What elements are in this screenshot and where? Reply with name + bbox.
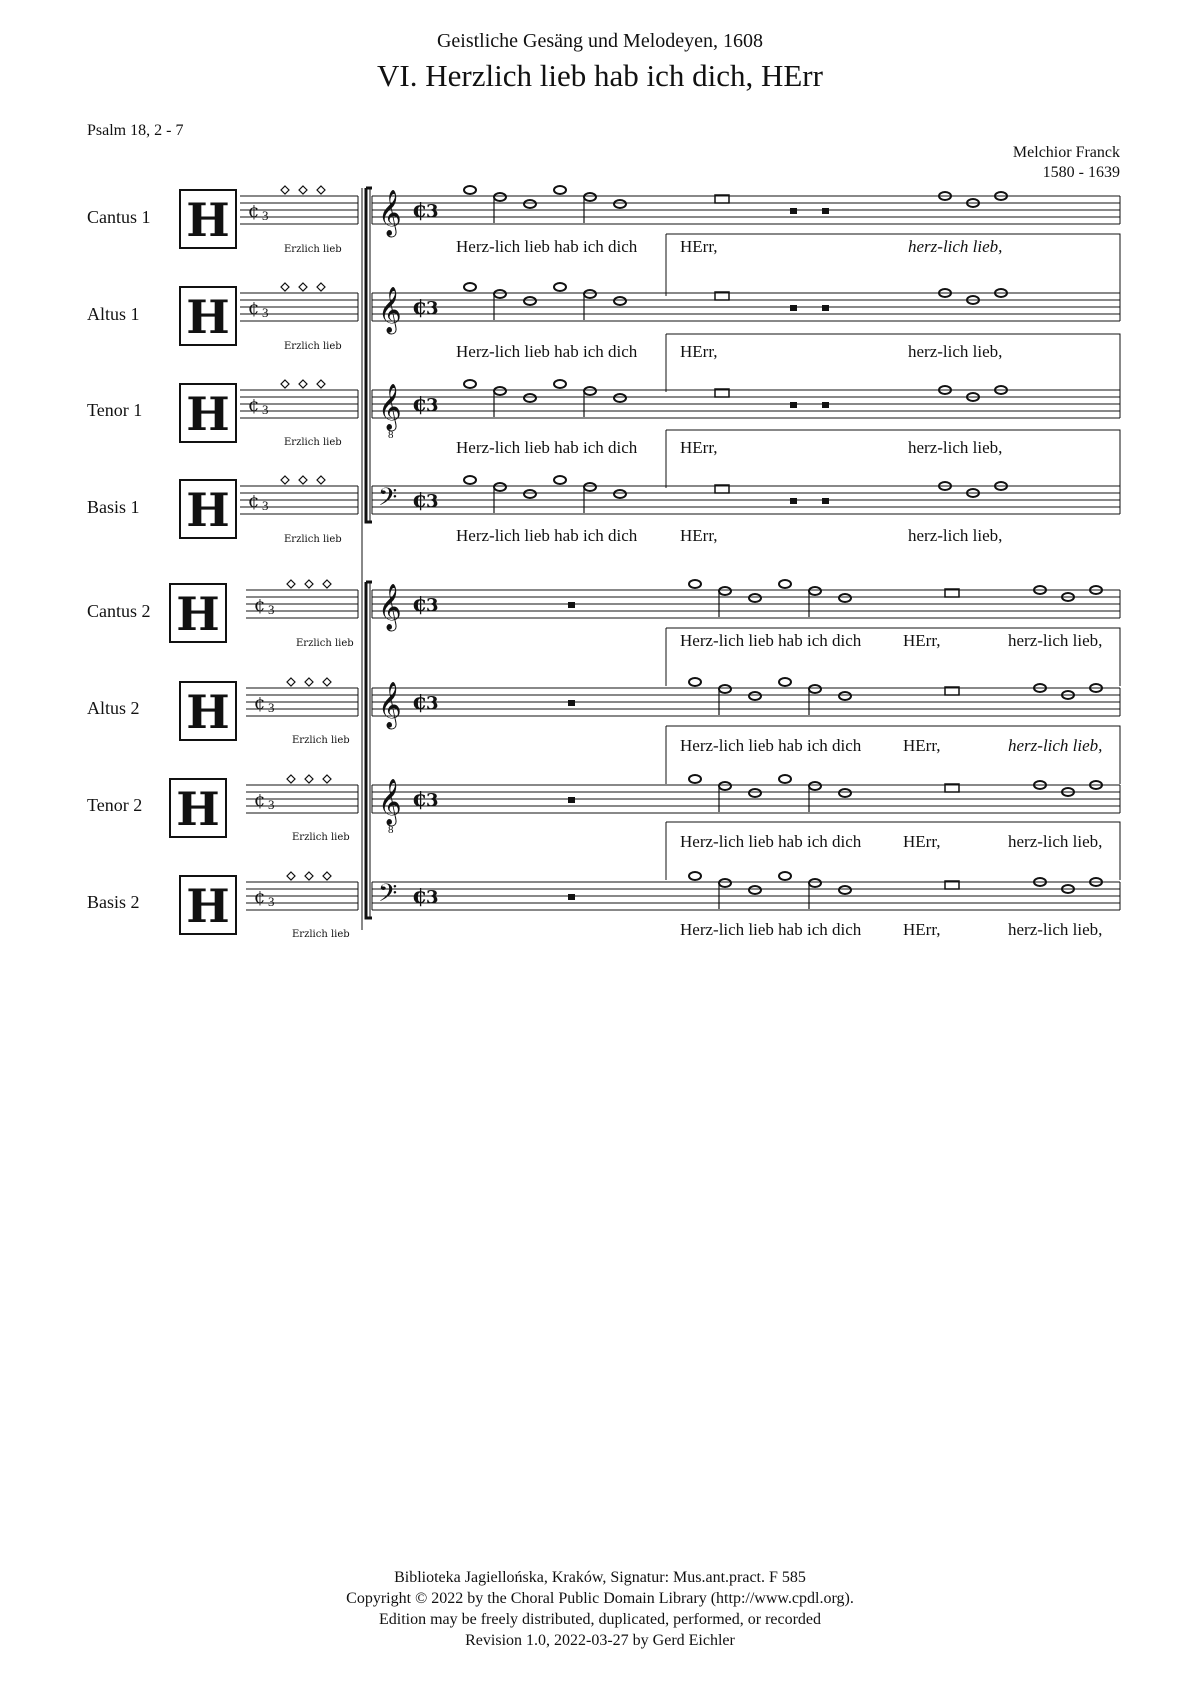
incipit-note-icon bbox=[299, 283, 307, 291]
voice-label-tenor-2: Tenor 2 bbox=[87, 795, 143, 815]
note-icon bbox=[464, 283, 476, 291]
incipit-mensuration-icon: ¢ bbox=[254, 595, 266, 616]
incipit-note-icon bbox=[299, 186, 307, 194]
note-icon bbox=[749, 692, 761, 700]
lyric-basis-1-phrase-3: herz-lich lieb, bbox=[908, 526, 1003, 545]
note-icon bbox=[719, 782, 731, 790]
incipit-text-cantus-2: Erzlich lieb bbox=[296, 638, 354, 649]
time-numeral: 3 bbox=[426, 790, 439, 811]
lyric-tenor-2-phrase-1: Herz-lich lieb hab ich dich bbox=[680, 832, 862, 851]
lyric-tenor-2-phrase-3: herz-lich lieb, bbox=[1008, 832, 1103, 851]
initial-letter-icon: H bbox=[186, 193, 230, 247]
incipit-time-numeral: 3 bbox=[268, 797, 275, 812]
note-icon bbox=[554, 380, 566, 388]
note-icon bbox=[839, 789, 851, 797]
rest-icon bbox=[790, 305, 797, 311]
note-icon bbox=[584, 290, 596, 298]
incipit-note-icon bbox=[299, 380, 307, 388]
incipit-text-altus-2: Erzlich lieb bbox=[292, 735, 350, 746]
time-numeral: 3 bbox=[426, 491, 439, 512]
rest-icon bbox=[790, 402, 797, 408]
incipit-text-tenor-1: Erzlich lieb bbox=[284, 437, 342, 448]
note-icon bbox=[779, 678, 791, 686]
note-icon bbox=[584, 483, 596, 491]
composer-dates: 1580 - 1639 bbox=[1042, 164, 1120, 181]
note-icon bbox=[779, 872, 791, 880]
lyric-cantus-1-phrase-2: HErr, bbox=[680, 237, 718, 256]
lyric-basis-2-phrase-3: herz-lich lieb, bbox=[1008, 920, 1103, 939]
incipit-note-icon bbox=[323, 580, 331, 588]
lyric-tenor-2-phrase-2: HErr, bbox=[903, 832, 941, 851]
cut-time-icon: ¢ bbox=[412, 786, 428, 812]
note-icon bbox=[689, 872, 701, 880]
cut-time-icon: ¢ bbox=[412, 883, 428, 909]
incipit-text-tenor-2: Erzlich lieb bbox=[292, 832, 350, 843]
lyric-basis-1-phrase-2: HErr, bbox=[680, 526, 718, 545]
cut-time-icon: ¢ bbox=[412, 591, 428, 617]
choir-bracket bbox=[366, 582, 372, 918]
lyric-box bbox=[666, 334, 1120, 392]
incipit-text-cantus-1: Erzlich lieb bbox=[284, 244, 342, 255]
note-icon bbox=[689, 580, 701, 588]
voice-label-cantus-2: Cantus 2 bbox=[87, 601, 151, 621]
note-icon bbox=[524, 200, 536, 208]
note-icon bbox=[494, 290, 506, 298]
note-icon bbox=[809, 587, 821, 595]
initial-letter-icon: H bbox=[186, 685, 230, 739]
incipit-note-icon bbox=[323, 775, 331, 783]
collection-subtitle: Geistliche Gesäng und Melodeyen, 1608 bbox=[436, 30, 764, 52]
lyric-cantus-1-phrase-1: Herz-lich lieb hab ich dich bbox=[456, 237, 638, 256]
note-icon bbox=[689, 775, 701, 783]
note-icon bbox=[464, 186, 476, 194]
incipit-time-numeral: 3 bbox=[262, 208, 269, 223]
note-icon bbox=[779, 580, 791, 588]
note-icon bbox=[524, 297, 536, 305]
incipit-note-icon bbox=[323, 872, 331, 880]
initial-letter-icon: H bbox=[186, 879, 230, 933]
incipit-note-icon bbox=[317, 380, 325, 388]
incipit-note-icon bbox=[323, 678, 331, 686]
note-icon bbox=[554, 476, 566, 484]
incipit-text-altus-1: Erzlich lieb bbox=[284, 341, 342, 352]
incipit-time-numeral: 3 bbox=[262, 498, 269, 513]
incipit-note-icon bbox=[287, 580, 295, 588]
note-icon bbox=[554, 283, 566, 291]
treble-clef-icon: 𝄞 bbox=[378, 584, 402, 630]
lyric-altus-2-phrase-3: herz-lich lieb, bbox=[1008, 736, 1103, 755]
lyric-altus-1-phrase-3: herz-lich lieb, bbox=[908, 342, 1003, 361]
note-icon bbox=[614, 394, 626, 402]
note-icon bbox=[809, 685, 821, 693]
lyric-basis-1-phrase-1: Herz-lich lieb hab ich dich bbox=[456, 526, 638, 545]
cut-time-icon: ¢ bbox=[412, 391, 428, 417]
note-icon bbox=[584, 387, 596, 395]
treble-clef-icon: 𝄞 bbox=[378, 384, 402, 430]
incipit-note-icon bbox=[305, 580, 313, 588]
incipit-note-icon bbox=[281, 380, 289, 388]
incipit-note-icon bbox=[317, 283, 325, 291]
time-numeral: 3 bbox=[426, 595, 439, 616]
voice-label-basis-1: Basis 1 bbox=[87, 497, 140, 517]
rest-icon bbox=[822, 402, 829, 408]
text-source: Psalm 18, 2 - 7 bbox=[87, 122, 184, 139]
incipit-note-icon bbox=[305, 678, 313, 686]
incipit-mensuration-icon: ¢ bbox=[248, 298, 260, 319]
note-icon bbox=[719, 685, 731, 693]
incipit-time-numeral: 3 bbox=[262, 305, 269, 320]
treble-clef-icon: 𝄞 bbox=[378, 287, 402, 333]
note-icon bbox=[584, 193, 596, 201]
incipit-mensuration-icon: ¢ bbox=[248, 395, 260, 416]
note-icon bbox=[809, 879, 821, 887]
rest-icon bbox=[822, 208, 829, 214]
voice-label-cantus-1: Cantus 1 bbox=[87, 207, 151, 227]
incipit-mensuration-icon: ¢ bbox=[254, 790, 266, 811]
lyric-tenor-1-phrase-1: Herz-lich lieb hab ich dich bbox=[456, 438, 638, 457]
note-icon bbox=[689, 678, 701, 686]
footer-license: Edition may be freely distributed, duplicated, performed, or recorded bbox=[378, 1611, 822, 1628]
note-icon bbox=[614, 200, 626, 208]
note-icon bbox=[749, 789, 761, 797]
bass-clef-icon: 𝄢 bbox=[378, 879, 398, 914]
time-numeral: 3 bbox=[426, 693, 439, 714]
cut-time-icon: ¢ bbox=[412, 487, 428, 513]
incipit-note-icon bbox=[305, 872, 313, 880]
note-icon bbox=[614, 297, 626, 305]
incipit-text-basis-2: Erzlich lieb bbox=[292, 929, 350, 940]
treble-clef-icon: 𝄞 bbox=[378, 779, 402, 825]
rest-icon bbox=[568, 602, 575, 608]
lyric-basis-2-phrase-2: HErr, bbox=[903, 920, 941, 939]
lyric-tenor-1-phrase-3: herz-lich lieb, bbox=[908, 438, 1003, 457]
cut-time-icon: ¢ bbox=[412, 689, 428, 715]
initial-letter-icon: H bbox=[186, 387, 230, 441]
incipit-note-icon bbox=[287, 872, 295, 880]
note-icon bbox=[719, 587, 731, 595]
piece-title: VI. Herzlich lieb hab ich dich, HErr bbox=[377, 58, 823, 93]
initial-letter-icon: H bbox=[186, 483, 230, 537]
voice-label-altus-2: Altus 2 bbox=[87, 698, 140, 718]
incipit-mensuration-icon: ¢ bbox=[248, 491, 260, 512]
note-icon bbox=[524, 394, 536, 402]
rest-icon bbox=[568, 797, 575, 803]
initial-letter-icon: H bbox=[176, 782, 220, 836]
incipit-time-numeral: 3 bbox=[268, 602, 275, 617]
note-icon bbox=[809, 782, 821, 790]
note-icon bbox=[779, 775, 791, 783]
note-icon bbox=[749, 594, 761, 602]
time-numeral: 3 bbox=[426, 887, 439, 908]
cut-time-icon: ¢ bbox=[412, 197, 428, 223]
bass-clef-icon: 𝄢 bbox=[378, 483, 398, 518]
note-icon bbox=[719, 879, 731, 887]
lyric-cantus-2-phrase-2: HErr, bbox=[903, 631, 941, 650]
lyric-cantus-1-phrase-3: herz-lich lieb, bbox=[908, 237, 1003, 256]
footer-revision: Revision 1.0, 2022-03-27 by Gerd Eichler bbox=[465, 1632, 735, 1649]
lyric-basis-2-phrase-1: Herz-lich lieb hab ich dich bbox=[680, 920, 862, 939]
incipit-mensuration-icon: ¢ bbox=[254, 887, 266, 908]
note-icon bbox=[494, 387, 506, 395]
lyric-altus-2-phrase-2: HErr, bbox=[903, 736, 941, 755]
incipit-mensuration-icon: ¢ bbox=[254, 693, 266, 714]
rest-icon bbox=[822, 498, 829, 504]
lyric-tenor-1-phrase-2: HErr, bbox=[680, 438, 718, 457]
incipit-time-numeral: 3 bbox=[262, 402, 269, 417]
initial-letter-icon: H bbox=[176, 587, 220, 641]
incipit-note-icon bbox=[287, 678, 295, 686]
incipit-note-icon bbox=[317, 476, 325, 484]
composer-name: Melchior Franck bbox=[1012, 144, 1120, 161]
note-icon bbox=[614, 490, 626, 498]
incipit-time-numeral: 3 bbox=[268, 700, 275, 715]
lyric-altus-1-phrase-1: Herz-lich lieb hab ich dich bbox=[456, 342, 638, 361]
incipit-text-basis-1: Erzlich lieb bbox=[284, 534, 342, 545]
rest-icon bbox=[822, 305, 829, 311]
lyric-altus-2-phrase-1: Herz-lich lieb hab ich dich bbox=[680, 736, 862, 755]
time-numeral: 3 bbox=[426, 201, 439, 222]
lyric-altus-1-phrase-2: HErr, bbox=[680, 342, 718, 361]
octave-mark-icon: 8 bbox=[388, 429, 394, 441]
footer bbox=[0, 1567, 1200, 1651]
treble-clef-icon: 𝄞 bbox=[378, 190, 402, 236]
time-numeral: 3 bbox=[426, 395, 439, 416]
rest-icon bbox=[790, 208, 797, 214]
lyric-box bbox=[666, 234, 1120, 296]
rest-icon bbox=[568, 894, 575, 900]
voice-label-tenor-1: Tenor 1 bbox=[87, 400, 143, 420]
note-icon bbox=[524, 490, 536, 498]
note-icon bbox=[839, 886, 851, 894]
incipit-note-icon bbox=[281, 186, 289, 194]
incipit-mensuration-icon: ¢ bbox=[248, 201, 260, 222]
initial-letter-icon: H bbox=[186, 290, 230, 344]
note-icon bbox=[494, 483, 506, 491]
footer-copyright: Copyright © 2022 by the Choral Public Domain Library (http://www.cpdl.org). bbox=[346, 1590, 854, 1607]
note-icon bbox=[839, 692, 851, 700]
lyric-cantus-2-phrase-3: herz-lich lieb, bbox=[1008, 631, 1103, 650]
incipit-time-numeral: 3 bbox=[268, 894, 275, 909]
choir-bracket bbox=[366, 188, 372, 522]
incipit-note-icon bbox=[299, 476, 307, 484]
rest-icon bbox=[790, 498, 797, 504]
rest-icon bbox=[568, 700, 575, 706]
time-numeral: 3 bbox=[426, 298, 439, 319]
incipit-note-icon bbox=[317, 186, 325, 194]
voice-label-basis-2: Basis 2 bbox=[87, 892, 140, 912]
incipit-note-icon bbox=[287, 775, 295, 783]
note-icon bbox=[464, 380, 476, 388]
incipit-note-icon bbox=[305, 775, 313, 783]
note-icon bbox=[749, 886, 761, 894]
incipit-note-icon bbox=[281, 283, 289, 291]
treble-clef-icon: 𝄞 bbox=[378, 682, 402, 728]
octave-mark-icon: 8 bbox=[388, 824, 394, 836]
note-icon bbox=[554, 186, 566, 194]
note-icon bbox=[494, 193, 506, 201]
cut-time-icon: ¢ bbox=[412, 294, 428, 320]
incipit-note-icon bbox=[281, 476, 289, 484]
footer-source: Biblioteka Jagiellońska, Kraków, Signatur: Mus.ant.pract. F 585 bbox=[394, 1569, 806, 1586]
lyric-box bbox=[666, 430, 1120, 488]
voice-label-altus-1: Altus 1 bbox=[87, 304, 140, 324]
note-icon bbox=[839, 594, 851, 602]
lyric-cantus-2-phrase-1: Herz-lich lieb hab ich dich bbox=[680, 631, 862, 650]
note-icon bbox=[464, 476, 476, 484]
